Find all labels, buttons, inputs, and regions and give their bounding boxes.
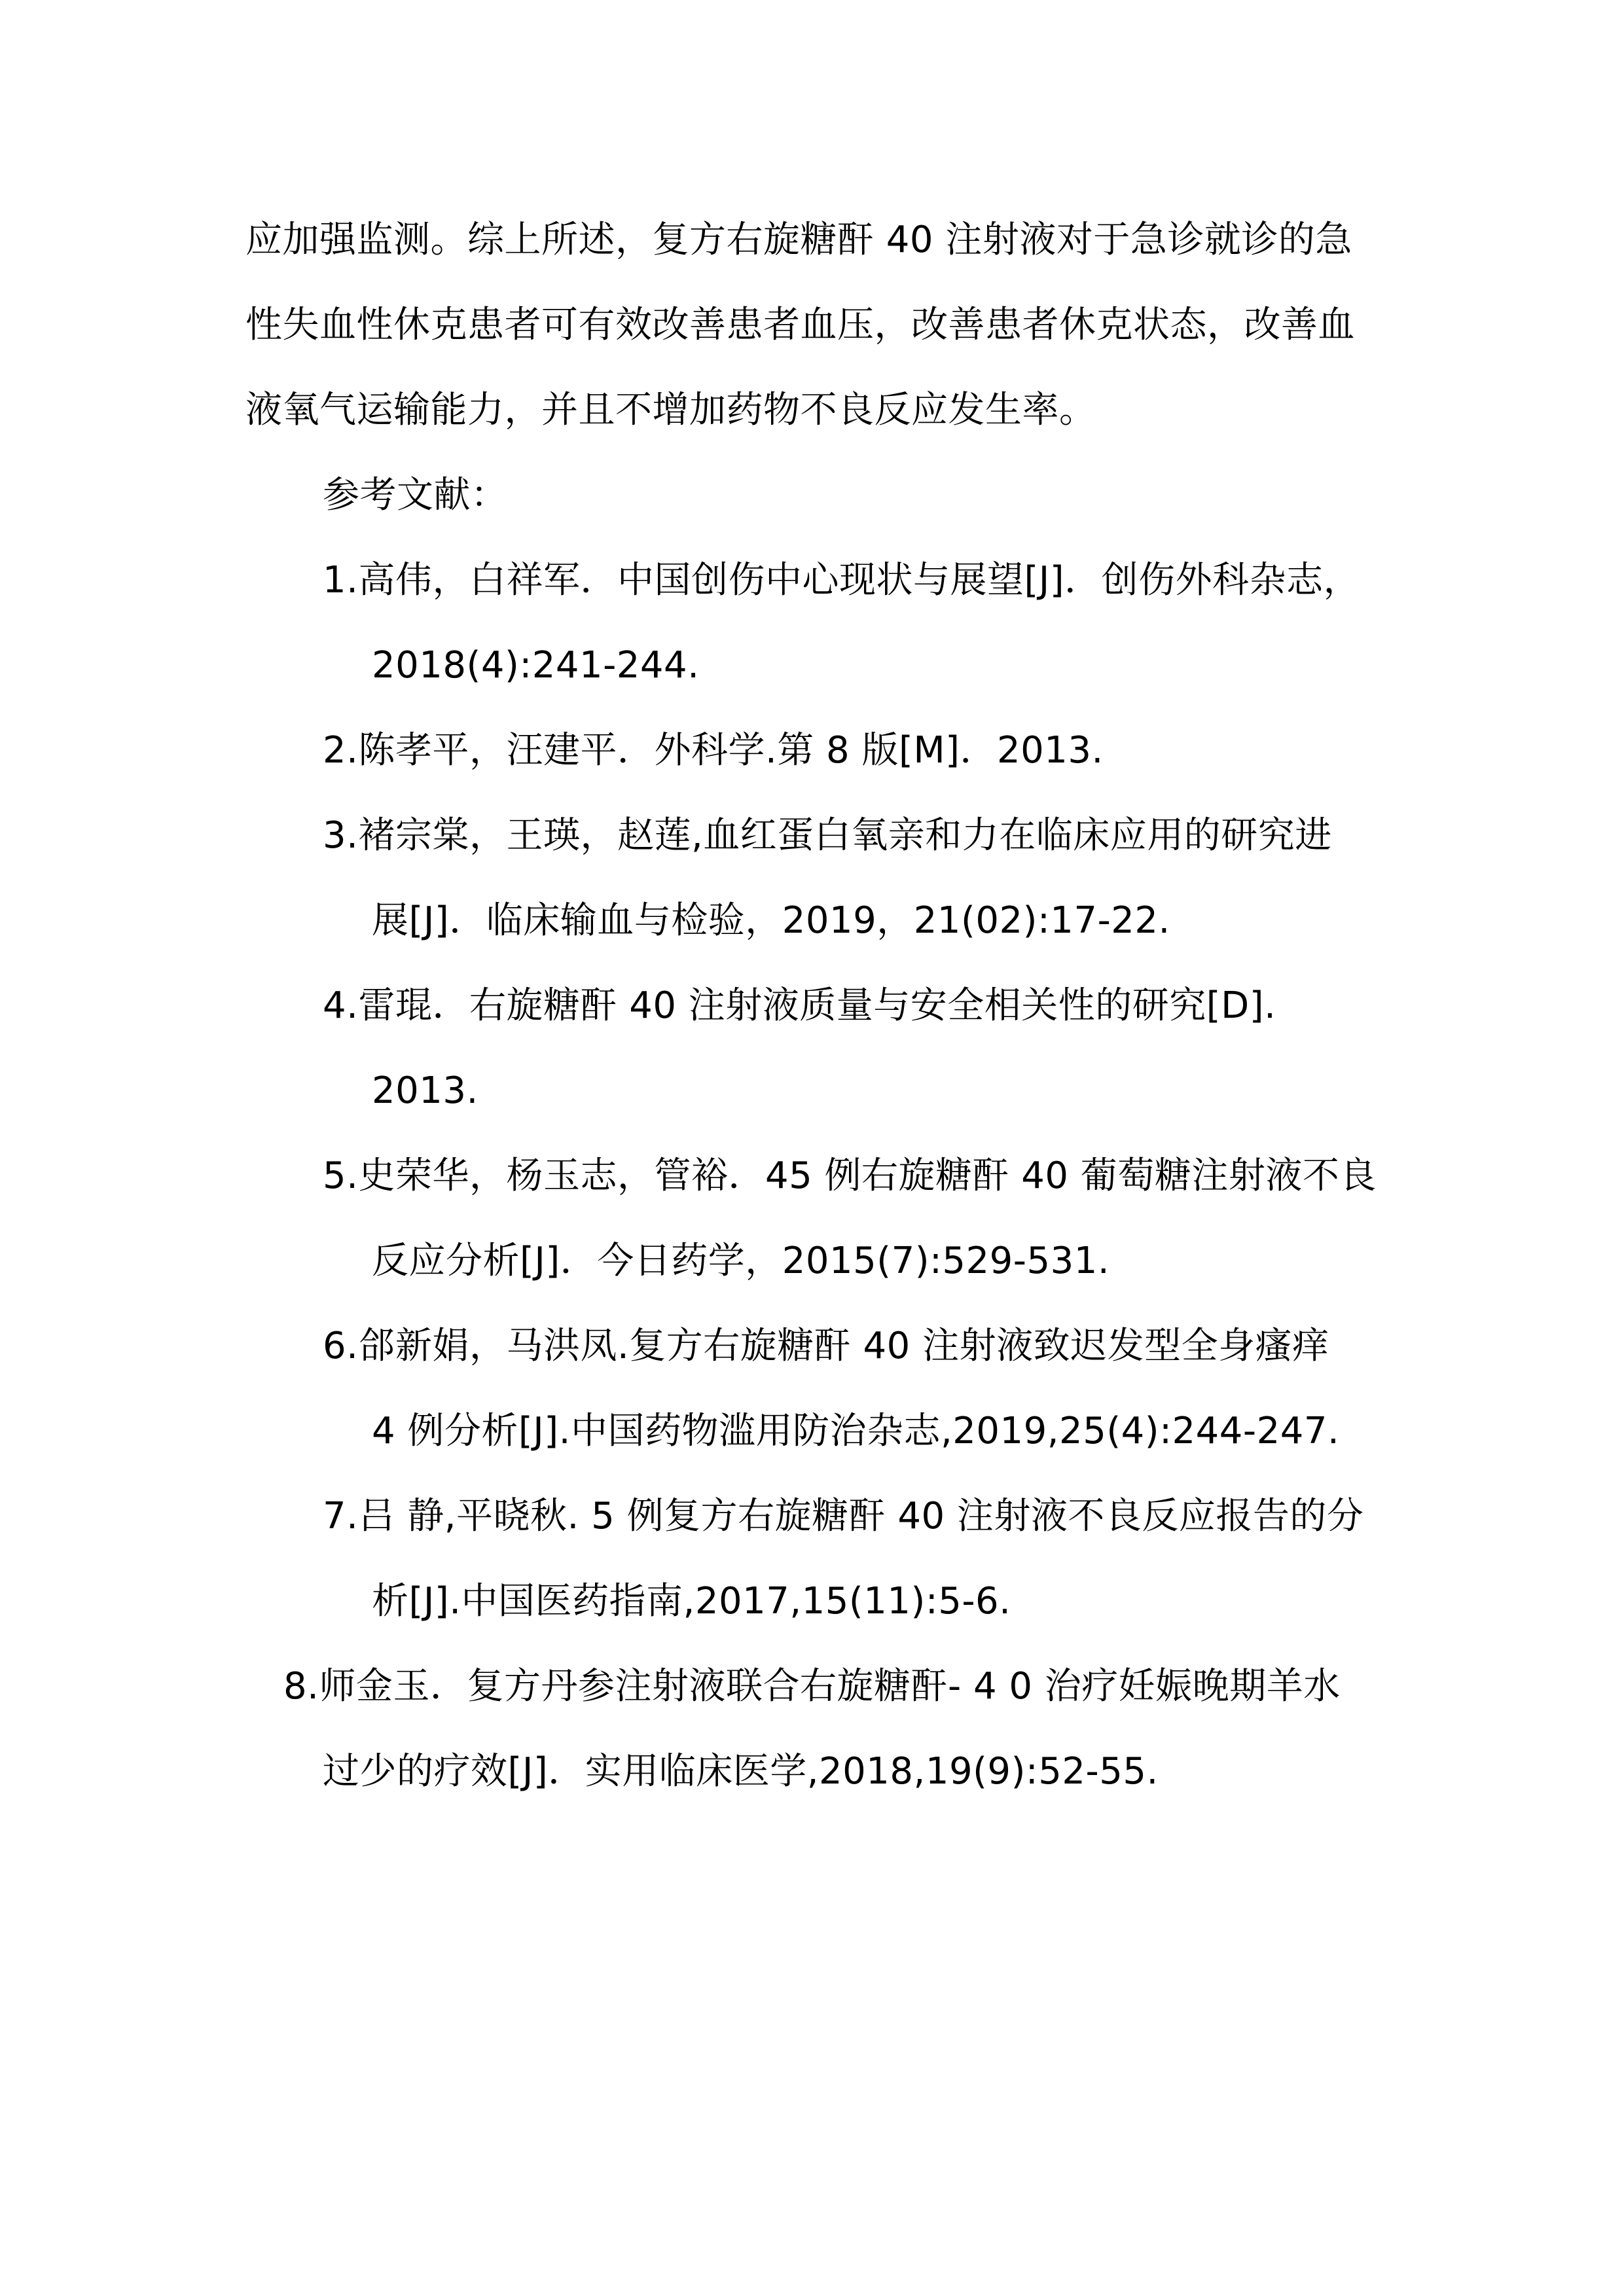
- reference-text: 史荣华，杨玉志，管裕．45 例右旋糖酐 40 葡萄糖注射液不良: [358, 1155, 1377, 1197]
- reference-continuation: 展[J]．临床输血与检验，2019，21(02):17-22.: [372, 899, 1170, 942]
- reference-number: 2.: [323, 729, 359, 772]
- reference-continuation: 析[J].中国医药指南,2017,15(11):5-6.: [372, 1580, 1011, 1623]
- paragraph-line: 性失血性休克患者可有效改善患者血压，改善患者休克状态，改善血: [245, 304, 1355, 346]
- reference-continuation: 反应分析[J]．今日药学，2015(7):529-531.: [372, 1240, 1110, 1282]
- reference-text: 吕 静,平晓秋. 5 例复方右旋糖酐 40 注射液不良反应报告的分: [358, 1495, 1364, 1537]
- reference-text: 陈孝平，汪建平．外科学.第 8 版[M]．2013.: [358, 729, 1104, 772]
- reference-text: 雷琨．右旋糖酐 40 注射液质量与安全相关性的研究[D].: [358, 984, 1276, 1027]
- reference-number: 7.: [323, 1495, 359, 1537]
- reference-continuation: 4 例分析[J].中国药物滥用防治杂志,2019,25(4):244-247.: [372, 1410, 1340, 1452]
- reference-item: [323, 980, 1276, 1032]
- reference-item: [323, 554, 1360, 607]
- reference-text: 师金玉．复方丹参注射液联合右旋糖酐- 4 0 治疗妊娠晚期羊水: [319, 1665, 1341, 1708]
- reference-text: 高伟，白祥军．中国创伤中心现状与展望[J]．创伤外科杂志，: [358, 559, 1361, 601]
- reference-number: 3.: [323, 814, 359, 857]
- reference-text: 褚宗棠，王瑛，赵莲,血红蛋白氧亲和力在临床应用的研究进: [358, 814, 1332, 857]
- reference-item: [323, 1490, 1363, 1543]
- reference-continuation: 2013.: [372, 1069, 478, 1112]
- reference-item: [283, 1660, 1341, 1713]
- reference-item: [323, 810, 1332, 862]
- reference-number: 1.: [323, 559, 359, 601]
- reference-item: [323, 1150, 1377, 1202]
- reference-continuation: 过少的疗效[J]．实用临床医学,2018,19(9):52-55.: [323, 1750, 1159, 1793]
- reference-item: [323, 1320, 1329, 1372]
- reference-number: 6.: [323, 1325, 359, 1367]
- reference-number: 5.: [323, 1155, 359, 1197]
- reference-item: [323, 725, 1104, 777]
- reference-number: 8.: [283, 1665, 319, 1708]
- reference-number: 4.: [323, 984, 359, 1027]
- paragraph-line: 应加强监测。综上所述，复方右旋糖酐 40 注射液对于急诊就诊的急: [245, 219, 1352, 261]
- references-heading: 参考文献：: [323, 474, 508, 516]
- reference-text: 郃新娟，马洪凤.复方右旋糖酐 40 注射液致迟发型全身瘙痒: [358, 1325, 1329, 1367]
- paragraph-line: 液氧气运输能力，并且不增加药物不良反应发生率。: [245, 389, 1096, 431]
- reference-continuation: 2018(4):241-244.: [372, 644, 700, 687]
